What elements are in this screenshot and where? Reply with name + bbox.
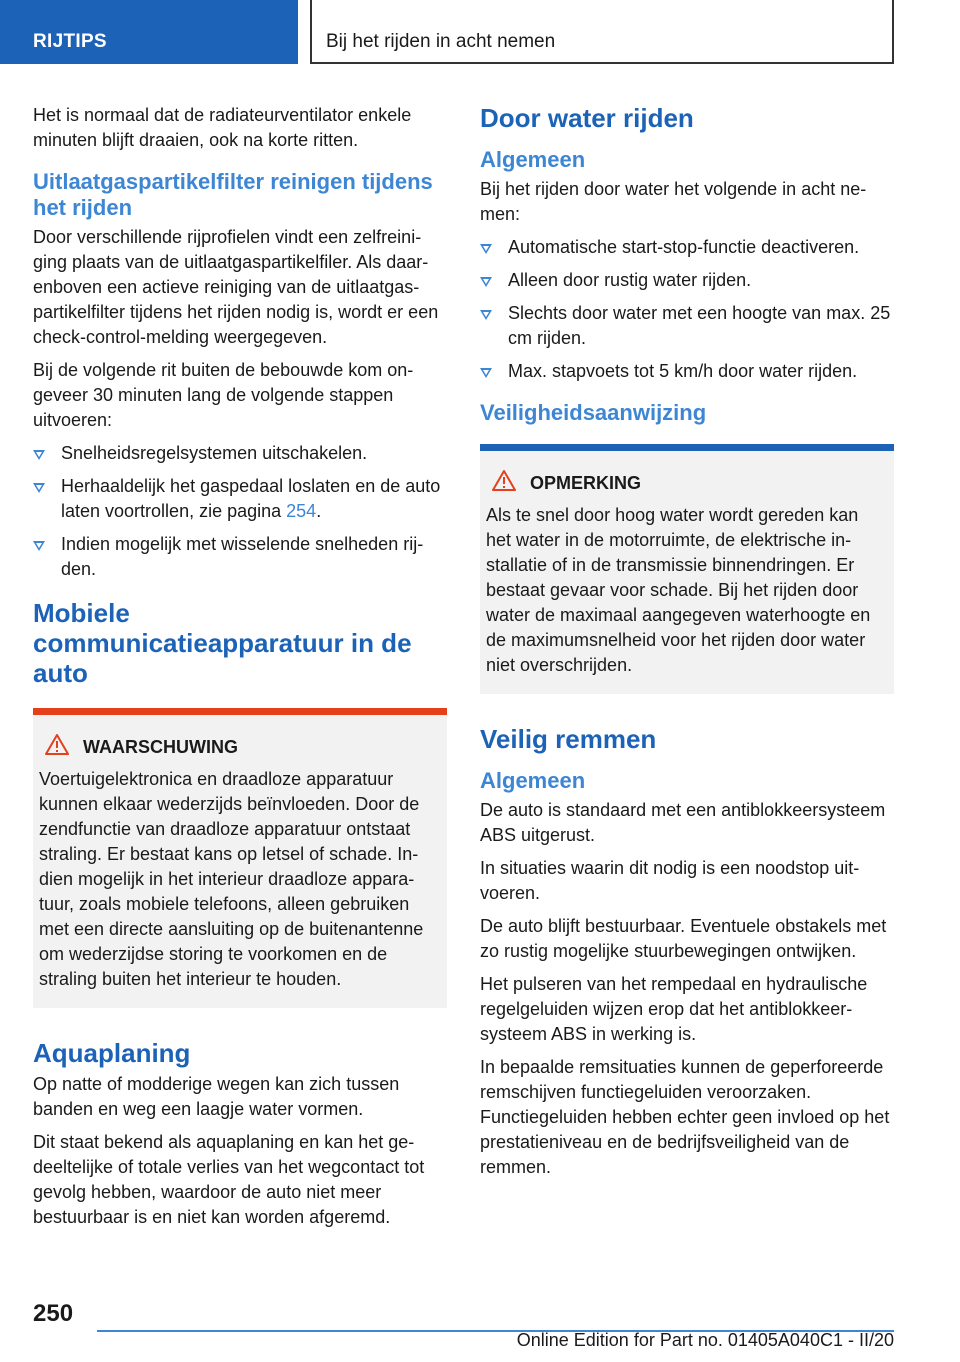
page-number: 250 (33, 1300, 74, 1327)
warning-triangle-icon (45, 733, 69, 757)
heading-aquaplaning: Aquaplaning (33, 1038, 191, 1068)
note-text: Als te snel door hoog water wordt gereden kan het water in de motorruimte, de elektrische installatie of in de transmissie binnendringen. Er bestaat gevaar voor schade. Bij het rijden door water de maximaal aangegeven waterhoogte en de maximumsnelheid voor het rijden door water niet overschrijden. (486, 505, 871, 675)
step-list (33, 441, 447, 582)
warning-title: WAARSCHUWING (83, 737, 238, 757)
section-tab (0, 0, 298, 64)
subheading-safety: Veiligheidsaanwijzing (480, 400, 707, 425)
list-item: Snelheidsregelsystemen uitschakelen. (33, 441, 447, 466)
list-item: Automatische start-stop-functie deactiveren. (480, 235, 894, 260)
page-header-title: Bij het rijden in acht nemen (326, 31, 556, 52)
section-label: RIJTIPS (33, 31, 107, 52)
left-column (33, 103, 447, 1238)
triangle-bullet-icon (480, 368, 492, 378)
page-header (310, 0, 894, 64)
heading-exhaust-filter: Uitlaatgaspartikelfilter reinigen tijdens het rijden (33, 169, 433, 220)
triangle-bullet-icon (33, 450, 45, 460)
paragraph: De auto is standaard met een antiblokkeersysteem ABS uitgerust. (480, 800, 886, 845)
triangle-bullet-icon (33, 541, 45, 551)
page-reference-link[interactable]: 254 (286, 501, 317, 521)
paragraph: Bij de volgende rit buiten de bebouwde kom ongeveer 30 minuten lang de volgende stappen uitvoeren: (33, 360, 414, 430)
paragraph: De auto blijft bestuurbaar. Eventuele obstakels met zo rustig mogelijke stuurbewegingen ontwijken. (480, 916, 887, 961)
heading-mobile-devices: Mobiele communicatieapparatuur in de auto (33, 598, 412, 688)
paragraph: Dit staat bekend als aquaplaning en kan het gedeeltelijke of totale verlies van het wegcontact tot gevolg hebben, waardoor de auto niet meer bestuurbaar is en niet kan worden afgeremd. (33, 1132, 425, 1227)
paragraph: Door verschillende rijprofielen vindt een zelfreiniging plaats van de uitlaatgaspartikelfiler. Als daarenboven een actieve reiniging van de uitlaatgaspartikelfilter tijdens het rijden nodig is, wordt er een check-control-melding weergegeven. (33, 227, 439, 347)
paragraph: Het pulseren van het rempedaal en hydraulische regelgeluiden wijzen erop dat het antiblokkeersysteem ABS in werking is. (480, 974, 868, 1044)
right-column (480, 103, 894, 1188)
paragraph: In bepaalde remsituaties kunnen de geperforeerde remschijven functiegeluiden veroorzaken. Functiegeluiden hebben echter geen invloed op het prestatieniveau en de bedrijfsveiligheid van de remmen. (480, 1057, 890, 1177)
triangle-bullet-icon (480, 310, 492, 320)
warning-text: Voertuigelektronica en draadloze apparatuur kunnen elkaar wederzijds beïnvloeden. Door de zendfunctie van draadloze apparatuur ontstaat straling. Er bestaat kans op letsel of schade. Indien mogelijk in het interieur draadloze apparatuur, zoals mobiele telefoons, alleen gebruiken met een directe aansluiting op de buitenantenne om wederzijdse storing te voorkomen en de straling buiten het interieur te houden. (39, 769, 424, 989)
warning-triangle-icon (492, 469, 516, 493)
list-item: Indien mogelijk met wisselende snelheden rijden. (33, 532, 447, 582)
note-title: OPMERKING (530, 473, 642, 493)
warning-box (33, 708, 447, 1008)
triangle-bullet-icon (33, 483, 45, 493)
paragraph: In situaties waarin dit nodig is een noodstop uitvoeren. (480, 858, 860, 903)
heading-driving-through-water: Door water rijden (480, 103, 694, 133)
heading-safe-braking: Veilig remmen (480, 724, 657, 754)
paragraph: Het is normaal dat de radiateurventilator enkele minuten blijft draaien, ook na korte ritten. (33, 105, 412, 150)
triangle-bullet-icon (480, 244, 492, 254)
paragraph: Bij het rijden door water het volgende in acht nemen: (480, 179, 867, 224)
footer-edition: Online Edition for Part no. 01405A040C1 - II/20 (516, 1330, 894, 1350)
triangle-bullet-icon (480, 277, 492, 287)
subheading-general: Algemeen (480, 768, 586, 793)
note-box (480, 444, 894, 694)
water-list (480, 235, 894, 384)
paragraph: Op natte of modderige wegen kan zich tussen banden en weg een laagje water vormen. (33, 1074, 400, 1119)
list-item: Herhaaldelijk het gaspedaal loslaten en de auto laten voortrollen, zie pagina 254. (33, 474, 447, 524)
list-item: Max. stapvoets tot 5 km/h door water rijden. (480, 359, 894, 384)
list-item: Alleen door rustig water rijden. (480, 268, 894, 293)
subheading-general: Algemeen (480, 147, 586, 172)
list-item: Slechts door water met een hoogte van max. 25 cm rijden. (480, 301, 894, 351)
